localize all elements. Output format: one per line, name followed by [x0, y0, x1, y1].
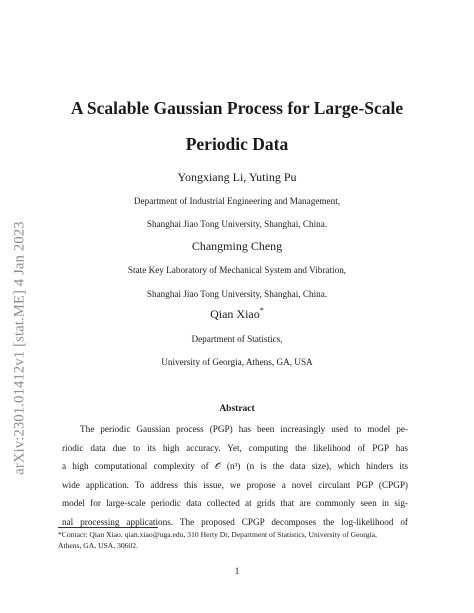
affiliation-3-line-2: University of Georgia, Athens, GA, USA [161, 357, 313, 367]
abstract-line: riodic data due to its high accuracy. Yet, computing the likelihood of PGP has [62, 442, 408, 453]
affiliation-3-line-1: Department of Statistics, [191, 334, 283, 344]
abstract-line: model for large-scale periodic data collected at grids that are commonly seen in sig- [62, 498, 408, 509]
abstract-line: nal processing applications. The proposed CPGP decomposes the log-likelihood of [62, 516, 408, 527]
author-names-1: Yongxiang Li, Yuting Pu [177, 170, 297, 184]
abstract-body [62, 420, 408, 532]
author-names-2: Changming Cheng [191, 239, 283, 253]
footnote-rule [58, 527, 158, 528]
abstract-line: The periodic Gaussian process (PGP) has been increasingly used to model pe- [80, 424, 408, 434]
page-number: 1 [234, 567, 240, 577]
affiliation-1-line-2: Shanghai Jiao Tong University, Shanghai, China. [146, 219, 328, 229]
abstract-line: wide application. To address this issue, we propose a novel circulant PGP (CPGP) [62, 479, 408, 490]
title-line-1: A Scalable Gaussian Process for Large-Scale [70, 98, 404, 118]
affiliation-2-line-1: State Key Laboratory of Mechanical System and Vibration, [127, 265, 347, 275]
abstract-line: a high computational complexity of 𝒪 (n³) (n is the data size), which hinders its [62, 461, 408, 472]
paper-title [60, 90, 414, 162]
footnote-mark: * [259, 306, 264, 315]
footnote-line-1: *Contact: Qian Xiao, qian.xiao@uga.edu, 310 Herty Dr, Department of Statistics, University of Georgia, [58, 530, 377, 539]
title-line-2: Periodic Data [185, 134, 289, 154]
footnote [58, 530, 414, 551]
footnote-line-2: Athens, GA, USA, 30602. [58, 540, 138, 550]
arxiv-sidebar-stamp [0, 0, 40, 613]
abstract-heading: Abstract [219, 404, 255, 414]
author-names-3 [60, 307, 414, 322]
author-name: Qian Xiao [210, 307, 260, 321]
arxiv-identifier: arXiv:2301.01412v1 [stat.ME] 4 Jan 2023 [11, 221, 28, 475]
affiliation-1-line-1: Department of Industrial Engineering and Management, [133, 196, 341, 206]
affiliation-2-line-2: Shanghai Jiao Tong University, Shanghai, China. [146, 289, 328, 299]
